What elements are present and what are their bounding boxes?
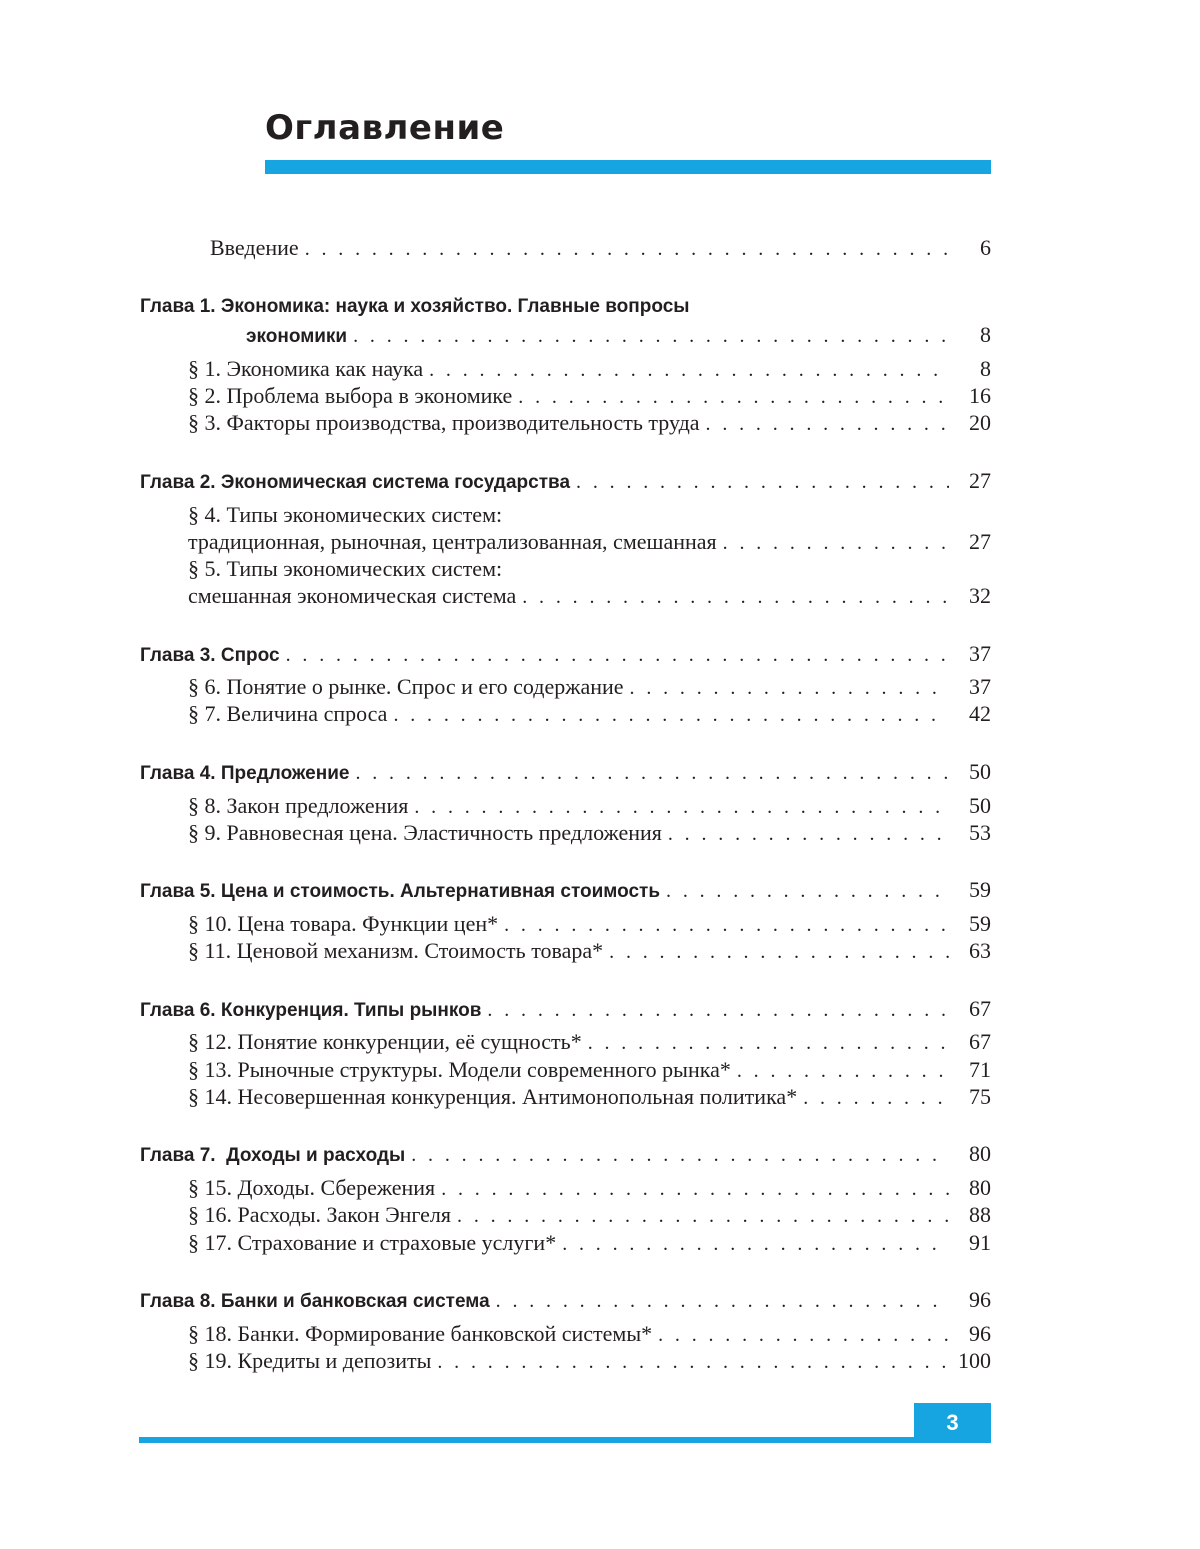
toc-page-number: 53 bbox=[969, 820, 991, 845]
toc-section-label: § 10. Цена товара. Функции цен* bbox=[188, 911, 499, 936]
toc-section-19[interactable] bbox=[188, 1348, 991, 1374]
toc-page-number: 80 bbox=[969, 1175, 991, 1200]
toc-section-label: § 18. Банки. Формирование банковской системы* bbox=[188, 1321, 653, 1346]
toc-chapter-5[interactable] bbox=[140, 877, 991, 903]
dot-leader bbox=[668, 821, 949, 847]
toc-page-number: 71 bbox=[969, 1057, 991, 1082]
toc-page-number: 37 bbox=[969, 674, 991, 699]
toc-section-5-title-line[interactable] bbox=[188, 556, 502, 582]
toc-page-number: 96 bbox=[969, 1321, 991, 1346]
dot-leader bbox=[609, 939, 949, 965]
toc-section-7[interactable] bbox=[188, 701, 991, 727]
toc-section-5[interactable] bbox=[188, 583, 991, 609]
toc-section-label: смешанная экономическая система bbox=[188, 583, 517, 608]
dot-leader bbox=[457, 1203, 949, 1229]
toc-chapter-7[interactable] bbox=[140, 1141, 991, 1167]
toc-section-2[interactable] bbox=[188, 383, 991, 409]
toc-section-14[interactable] bbox=[188, 1084, 991, 1110]
toc-section-label: § 16. Расходы. Закон Энгеля bbox=[188, 1202, 452, 1227]
toc-chapter-label: Глава 1. Экономика: наука и хозяйство. Главные вопросы bbox=[140, 296, 690, 317]
toc-page-number: 27 bbox=[969, 468, 991, 493]
dot-leader bbox=[496, 1288, 949, 1314]
dot-leader bbox=[355, 760, 949, 786]
toc-page-number: 63 bbox=[969, 938, 991, 963]
toc-section-9[interactable] bbox=[188, 820, 991, 846]
toc-section-10[interactable] bbox=[188, 911, 991, 937]
toc-chapter-label: Глава 5. Цена и стоимость. Альтернативная стоимость bbox=[140, 881, 661, 902]
dot-leader bbox=[411, 1142, 949, 1168]
toc-chapter-6[interactable] bbox=[140, 996, 991, 1022]
toc-page-number: 20 bbox=[969, 410, 991, 435]
dot-leader bbox=[414, 794, 949, 820]
toc-page-number: 80 bbox=[969, 1141, 991, 1166]
toc-section-label: § 6. Понятие о рынке. Спрос и его содержание bbox=[188, 674, 624, 699]
toc-section-label: § 7. Величина спроса bbox=[188, 701, 388, 726]
toc-section-12[interactable] bbox=[188, 1029, 991, 1055]
dot-leader bbox=[723, 530, 949, 556]
toc-section-1[interactable] bbox=[188, 356, 991, 382]
toc-chapter-1-title-line[interactable] bbox=[140, 294, 690, 320]
toc-chapter-1[interactable] bbox=[246, 322, 991, 348]
toc-section-label: § 5. Типы экономических систем: bbox=[188, 556, 503, 581]
toc-chapter-3[interactable] bbox=[140, 641, 991, 667]
toc-page-number: 75 bbox=[969, 1084, 991, 1109]
dot-leader bbox=[286, 642, 949, 668]
dot-leader bbox=[630, 675, 949, 701]
dot-leader bbox=[576, 469, 949, 495]
footer-bar bbox=[139, 1437, 991, 1443]
toc-chapter-label: Глава 8. Банки и банковская система bbox=[140, 1291, 490, 1312]
dot-leader bbox=[305, 236, 949, 262]
toc-section-13[interactable] bbox=[188, 1057, 991, 1083]
toc-page-number: 59 bbox=[969, 877, 991, 902]
dot-leader bbox=[437, 1349, 953, 1375]
toc-page-number: 32 bbox=[969, 583, 991, 608]
dot-leader bbox=[393, 702, 949, 728]
toc-section-4-title-line[interactable] bbox=[188, 502, 502, 528]
toc-section-label: § 2. Проблема выбора в экономике bbox=[188, 383, 513, 408]
toc-section-18[interactable] bbox=[188, 1321, 991, 1347]
toc-section-label: § 19. Кредиты и депозиты bbox=[188, 1348, 432, 1373]
dot-leader bbox=[504, 912, 949, 938]
toc-section-label: § 15. Доходы. Сбережения bbox=[188, 1175, 436, 1200]
toc-chapter-label: Глава 6. Конкуренция. Типы рынков bbox=[140, 1000, 482, 1021]
dot-leader bbox=[588, 1030, 949, 1056]
toc-chapter-4[interactable] bbox=[140, 759, 991, 785]
dot-leader bbox=[522, 584, 949, 610]
dot-leader bbox=[666, 878, 949, 904]
toc-section-label: § 13. Рыночные структуры. Модели современного рынка* bbox=[188, 1057, 731, 1082]
dot-leader bbox=[803, 1085, 949, 1111]
dot-leader bbox=[441, 1176, 949, 1202]
toc-section-label: § 4. Типы экономических систем: bbox=[188, 502, 503, 527]
dot-leader bbox=[429, 357, 949, 383]
toc-page-number: 50 bbox=[969, 793, 991, 818]
toc-page-number: 8 bbox=[980, 356, 991, 381]
dot-leader bbox=[487, 997, 949, 1023]
toc-section-3[interactable] bbox=[188, 410, 991, 436]
toc-section-15[interactable] bbox=[188, 1175, 991, 1201]
toc-chapter-label: Глава 2. Экономическая система государства bbox=[140, 472, 571, 493]
toc-chapter-label: экономики bbox=[246, 326, 348, 347]
toc-section-label: традиционная, рыночная, централизованная, смешанная bbox=[188, 529, 717, 554]
toc-section-label: § 11. Ценовой механизм. Стоимость товара* bbox=[188, 938, 604, 963]
toc-entry-label: Введение bbox=[210, 235, 299, 260]
toc-section-label: § 9. Равновесная цена. Эластичность предложения bbox=[188, 820, 662, 845]
toc-section-8[interactable] bbox=[188, 793, 991, 819]
toc-page-number: 59 bbox=[969, 911, 991, 936]
toc-page-number: 100 bbox=[958, 1348, 991, 1373]
toc-page-number: 8 bbox=[980, 322, 991, 347]
dot-leader bbox=[562, 1231, 949, 1257]
page-number-badge: 3 bbox=[914, 1403, 991, 1443]
toc-section-label: § 8. Закон предложения bbox=[188, 793, 409, 818]
toc-chapter-2[interactable] bbox=[140, 468, 991, 494]
toc-page-number: 27 bbox=[969, 529, 991, 554]
toc-section-6[interactable] bbox=[188, 674, 991, 700]
toc-chapter-label: Глава 3. Спрос bbox=[140, 645, 280, 666]
toc-chapter-8[interactable] bbox=[140, 1287, 991, 1313]
toc-page-number: 16 bbox=[969, 383, 991, 408]
toc-section-11[interactable] bbox=[188, 938, 991, 964]
toc-section-4[interactable] bbox=[188, 529, 991, 555]
dot-leader bbox=[518, 384, 949, 410]
toc-section-label: § 17. Страхование и страховые услуги* bbox=[188, 1230, 557, 1255]
toc-page-number: 67 bbox=[969, 996, 991, 1021]
dot-leader bbox=[706, 411, 949, 437]
toc-chapter-label: Глава 7. Доходы и расходы bbox=[140, 1145, 406, 1166]
toc-page-number: 91 bbox=[969, 1230, 991, 1255]
toc-section-label: § 3. Факторы производства, производительность труда bbox=[188, 410, 700, 435]
dot-leader bbox=[658, 1322, 949, 1348]
toc-chapter-label: Глава 4. Предложение bbox=[140, 763, 350, 784]
toc-section-label: § 14. Несовершенная конкуренция. Антимонопольная политика* bbox=[188, 1084, 798, 1109]
page-title: Оглавление bbox=[265, 108, 505, 148]
toc-section-16[interactable] bbox=[188, 1202, 991, 1228]
toc-page-number: 6 bbox=[980, 235, 991, 260]
toc-entry-intro[interactable] bbox=[210, 235, 991, 261]
toc-page-number: 96 bbox=[969, 1287, 991, 1312]
toc-page-number: 37 bbox=[969, 641, 991, 666]
toc-page-number: 42 bbox=[969, 701, 991, 726]
dot-leader bbox=[353, 323, 949, 349]
toc-section-label: § 12. Понятие конкуренции, её сущность* bbox=[188, 1029, 582, 1054]
dot-leader bbox=[737, 1058, 949, 1084]
toc-section-17[interactable] bbox=[188, 1230, 991, 1256]
toc-page-number: 67 bbox=[969, 1029, 991, 1054]
toc-page-number: 88 bbox=[969, 1202, 991, 1227]
toc-section-label: § 1. Экономика как наука bbox=[188, 356, 424, 381]
toc-page-number: 50 bbox=[969, 759, 991, 784]
